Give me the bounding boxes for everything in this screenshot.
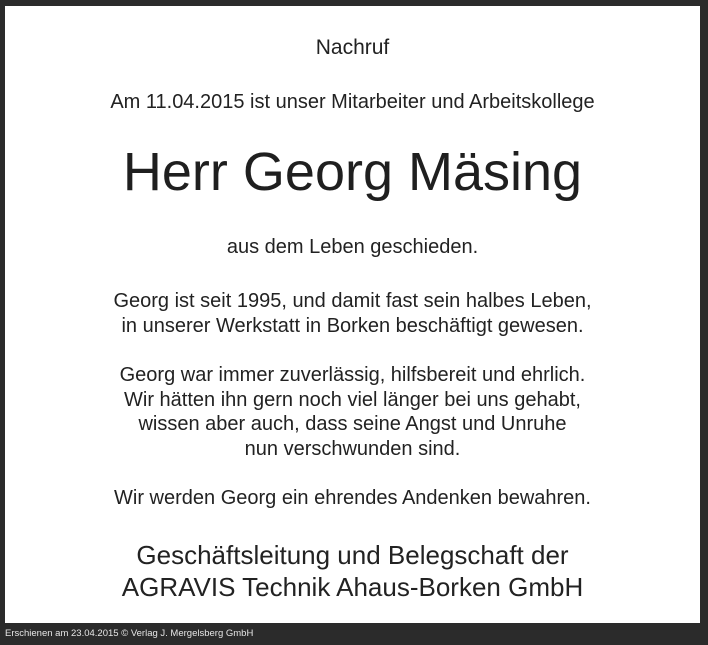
signature-line: Geschäftsleitung und Belegschaft der	[136, 540, 569, 570]
publication-footer: Erschienen am 23.04.2015 © Verlag J. Mergelsberg GmbH	[5, 628, 254, 639]
paragraph-line: Wir hätten ihn gern noch viel länger bei uns gehabt,	[124, 388, 581, 411]
obituary-notice	[5, 6, 700, 623]
paragraph-line: wissen aber auch, dass seine Angst und Unruhe	[138, 413, 567, 435]
company-name: AGRAVIS Technik Ahaus-Borken GmbH	[121, 572, 584, 602]
paragraph-departed	[5, 235, 700, 260]
notice-intro: Am 11.04.2015 ist unser Mitarbeiter und Arbeitskollege	[110, 91, 595, 113]
notice-heading: Nachruf	[315, 36, 390, 59]
paragraph-line: in unserer Werkstatt in Borken beschäftigt gewesen.	[121, 314, 584, 337]
paragraph-line: Georg ist seit 1995, und damit fast sein halbes Leben,	[113, 290, 592, 312]
paragraph-line: Wir werden Georg ein ehrendes Andenken bewahren.	[114, 487, 591, 509]
paragraph-remembrance	[5, 486, 700, 511]
deceased-name: Herr Georg Mäsing	[122, 142, 583, 202]
signature-block	[5, 539, 700, 603]
paragraph-line: Georg war immer zuverlässig, hilfsbereit und ehrlich.	[119, 364, 586, 386]
paragraph-line: nun verschwunden sind.	[244, 437, 461, 460]
paragraph-employment	[5, 289, 700, 338]
paragraph-character	[5, 363, 700, 461]
paragraph-line: aus dem Leben geschieden.	[226, 236, 479, 258]
